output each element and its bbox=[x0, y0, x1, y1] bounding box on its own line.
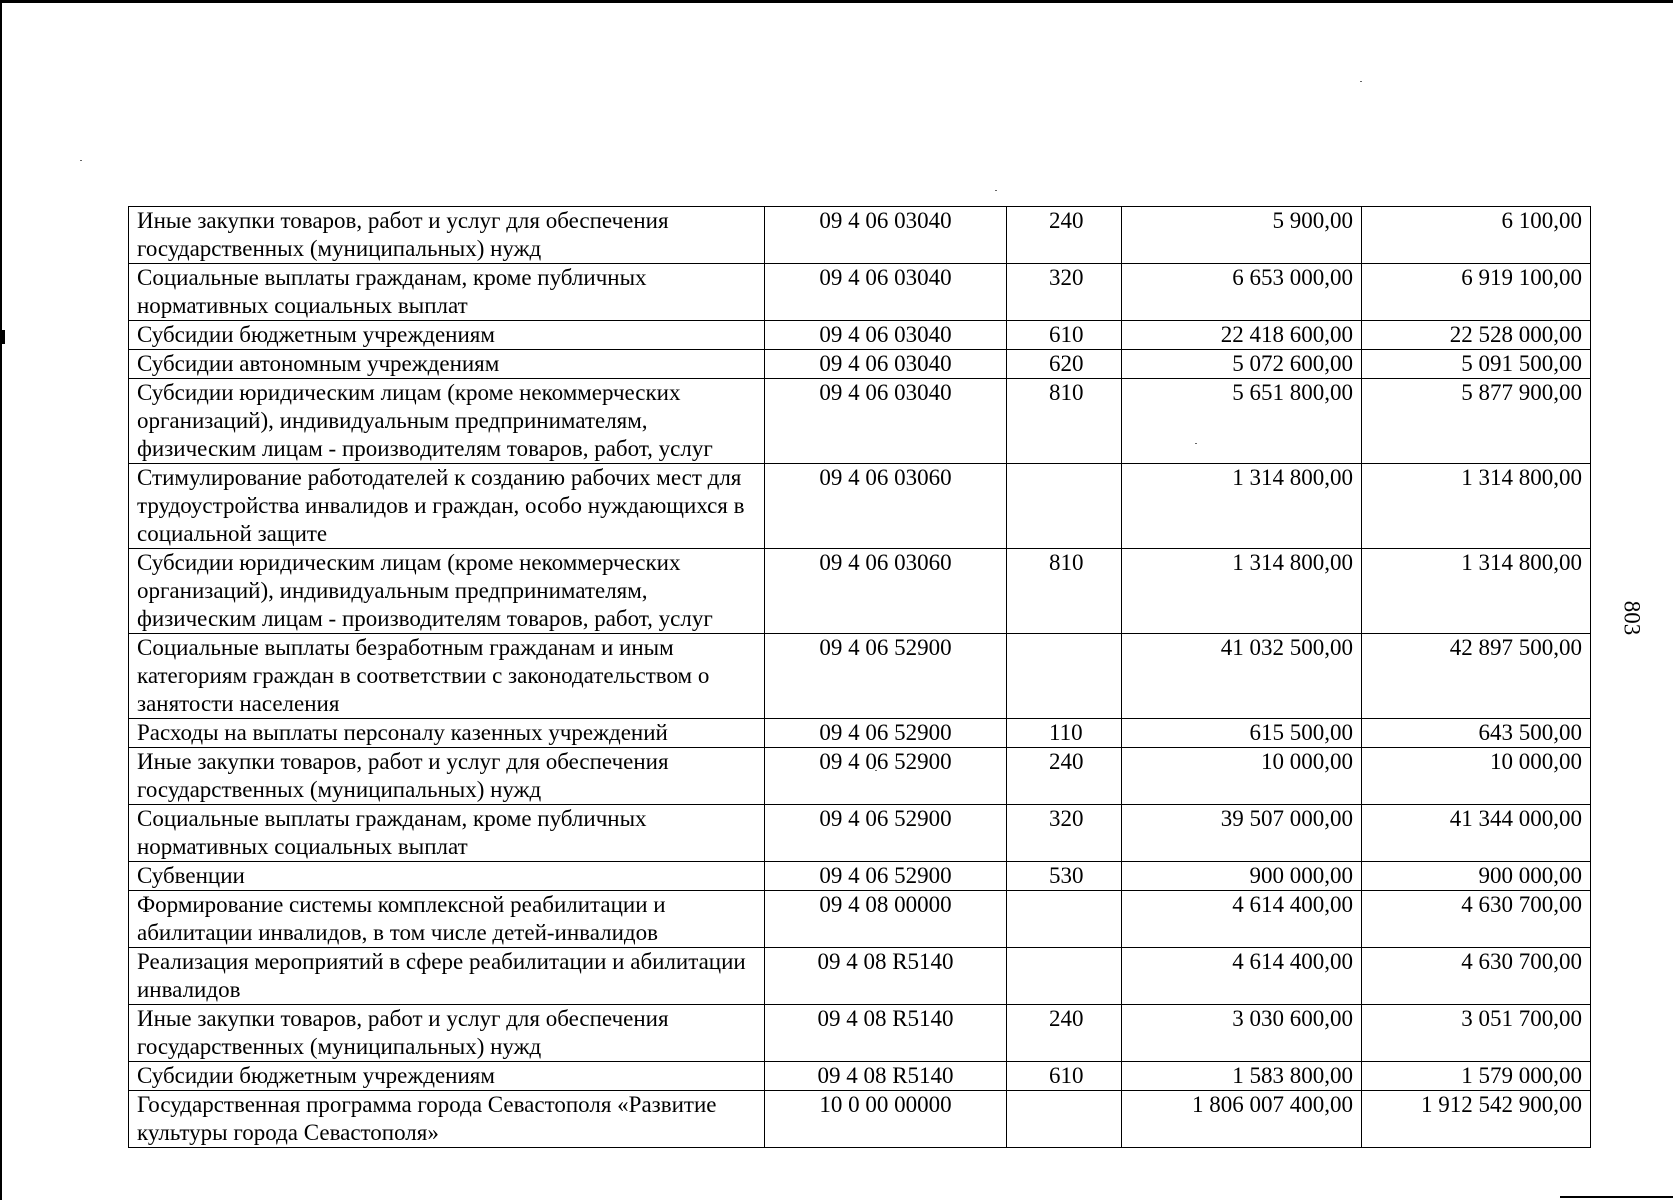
row-kvr-cell bbox=[1007, 1091, 1122, 1148]
table-row bbox=[129, 1005, 1591, 1062]
scan-speck bbox=[1360, 81, 1362, 82]
row-sum-2018-cell: 6 100,00 bbox=[1362, 207, 1591, 264]
row-name-cell: Иные закупки товаров, работ и услуг для обеспечения государственных (муниципальных) нужд bbox=[129, 748, 765, 805]
row-kvr-cell bbox=[1007, 891, 1122, 948]
row-kvr-cell: 610 bbox=[1007, 321, 1122, 350]
row-sum-2018-cell: 3 051 700,00 bbox=[1362, 1005, 1591, 1062]
table-row bbox=[129, 207, 1591, 264]
row-code-cell: 09 4 06 03060 bbox=[765, 549, 1007, 634]
row-name-cell: Субсидии юридическим лицам (кроме некоммерческих организаций), индивидуальным предпринимателям, физическим лицам - производителям товаров, работ, услуг bbox=[129, 379, 765, 464]
row-code-cell: 09 4 08 R5140 bbox=[765, 1005, 1007, 1062]
row-sum-2017-cell: 615 500,00 bbox=[1122, 719, 1362, 748]
row-sum-2017-cell: 41 032 500,00 bbox=[1122, 634, 1362, 719]
row-sum-2018-cell: 1 912 542 900,00 bbox=[1362, 1091, 1591, 1148]
row-code-cell: 10 0 00 00000 bbox=[765, 1091, 1007, 1148]
table-row bbox=[129, 350, 1591, 379]
table-row bbox=[129, 321, 1591, 350]
row-sum-2017-cell: 10 000,00 bbox=[1122, 748, 1362, 805]
row-sum-2018-cell: 10 000,00 bbox=[1362, 748, 1591, 805]
scan-speck bbox=[80, 160, 82, 161]
row-code-cell: 09 4 06 03040 bbox=[765, 207, 1007, 264]
row-sum-2018-cell: 1 579 000,00 bbox=[1362, 1062, 1591, 1091]
row-kvr-cell: 320 bbox=[1007, 264, 1122, 321]
table-row bbox=[129, 379, 1591, 464]
row-kvr-cell: 240 bbox=[1007, 207, 1122, 264]
scan-border-top bbox=[0, 0, 1673, 3]
table-row bbox=[129, 719, 1591, 748]
row-code-cell: 09 4 06 03040 bbox=[765, 379, 1007, 464]
table-row bbox=[129, 1091, 1591, 1148]
row-kvr-cell bbox=[1007, 464, 1122, 549]
row-code-cell: 09 4 06 03040 bbox=[765, 264, 1007, 321]
table-row bbox=[129, 948, 1591, 1005]
row-kvr-cell: 620 bbox=[1007, 350, 1122, 379]
page-number: 803 bbox=[1619, 600, 1645, 636]
budget-table bbox=[128, 206, 1591, 1148]
row-sum-2017-cell: 4 614 400,00 bbox=[1122, 948, 1362, 1005]
row-name-cell: Стимулирование работодателей к созданию рабочих мест для трудоустройства инвалидов и граждан, особо нуждающихся в социальной защите bbox=[129, 464, 765, 549]
table-row bbox=[129, 549, 1591, 634]
row-sum-2017-cell: 5 651 800,00 bbox=[1122, 379, 1362, 464]
table-row bbox=[129, 862, 1591, 891]
row-name-cell: Расходы на выплаты персоналу казенных учреждений bbox=[129, 719, 765, 748]
row-sum-2018-cell: 5 877 900,00 bbox=[1362, 379, 1591, 464]
row-sum-2018-cell: 41 344 000,00 bbox=[1362, 805, 1591, 862]
row-sum-2017-cell: 22 418 600,00 bbox=[1122, 321, 1362, 350]
row-code-cell: 09 4 06 52900 bbox=[765, 719, 1007, 748]
row-name-cell: Формирование системы комплексной реабилитации и абилитации инвалидов, в том числе детей-инвалидов bbox=[129, 891, 765, 948]
row-code-cell: 09 4 08 00000 bbox=[765, 891, 1007, 948]
scan-border-tick bbox=[0, 330, 5, 344]
table-row bbox=[129, 891, 1591, 948]
row-kvr-cell: 320 bbox=[1007, 805, 1122, 862]
table-row bbox=[129, 264, 1591, 321]
row-sum-2018-cell: 6 919 100,00 bbox=[1362, 264, 1591, 321]
row-code-cell: 09 4 06 52900 bbox=[765, 805, 1007, 862]
row-sum-2017-cell: 4 614 400,00 bbox=[1122, 891, 1362, 948]
row-name-cell: Государственная программа города Севастополя «Развитие культуры города Севастополя» bbox=[129, 1091, 765, 1148]
row-sum-2018-cell: 5 091 500,00 bbox=[1362, 350, 1591, 379]
table-row bbox=[129, 634, 1591, 719]
row-sum-2017-cell: 3 030 600,00 bbox=[1122, 1005, 1362, 1062]
row-kvr-cell: 110 bbox=[1007, 719, 1122, 748]
row-sum-2018-cell: 22 528 000,00 bbox=[1362, 321, 1591, 350]
row-sum-2018-cell: 4 630 700,00 bbox=[1362, 891, 1591, 948]
row-kvr-cell bbox=[1007, 948, 1122, 1005]
row-name-cell: Социальные выплаты безработным гражданам и иным категориям граждан в соответствии с законодательством о занятости населения bbox=[129, 634, 765, 719]
table-row bbox=[129, 464, 1591, 549]
row-sum-2018-cell: 1 314 800,00 bbox=[1362, 549, 1591, 634]
row-kvr-cell: 810 bbox=[1007, 549, 1122, 634]
row-sum-2018-cell: 42 897 500,00 bbox=[1362, 634, 1591, 719]
budget-table-body bbox=[129, 207, 1591, 1148]
table-row bbox=[129, 1062, 1591, 1091]
row-name-cell: Социальные выплаты гражданам, кроме публичных нормативных социальных выплат bbox=[129, 264, 765, 321]
row-sum-2017-cell: 5 900,00 bbox=[1122, 207, 1362, 264]
row-name-cell: Субсидии бюджетным учреждениям bbox=[129, 1062, 765, 1091]
row-sum-2017-cell: 6 653 000,00 bbox=[1122, 264, 1362, 321]
row-code-cell: 09 4 06 52900 bbox=[765, 748, 1007, 805]
row-kvr-cell bbox=[1007, 634, 1122, 719]
row-sum-2017-cell: 1 806 007 400,00 bbox=[1122, 1091, 1362, 1148]
row-sum-2017-cell: 5 072 600,00 bbox=[1122, 350, 1362, 379]
scan-speck bbox=[995, 190, 997, 191]
scan-border-bottom bbox=[1560, 1196, 1673, 1198]
row-code-cell: 09 4 06 03040 bbox=[765, 321, 1007, 350]
row-sum-2018-cell: 1 314 800,00 bbox=[1362, 464, 1591, 549]
row-code-cell: 09 4 08 R5140 bbox=[765, 948, 1007, 1005]
scan-border-left bbox=[0, 0, 2, 1200]
row-kvr-cell: 240 bbox=[1007, 1005, 1122, 1062]
row-sum-2018-cell: 643 500,00 bbox=[1362, 719, 1591, 748]
row-kvr-cell: 610 bbox=[1007, 1062, 1122, 1091]
row-kvr-cell: 240 bbox=[1007, 748, 1122, 805]
row-name-cell: Иные закупки товаров, работ и услуг для обеспечения государственных (муниципальных) нужд bbox=[129, 1005, 765, 1062]
row-code-cell: 09 4 06 03040 bbox=[765, 350, 1007, 379]
table-row bbox=[129, 748, 1591, 805]
row-sum-2017-cell: 900 000,00 bbox=[1122, 862, 1362, 891]
row-name-cell: Субсидии юридическим лицам (кроме некоммерческих организаций), индивидуальным предпринимателям, физическим лицам - производителям товаров, работ, услуг bbox=[129, 549, 765, 634]
row-name-cell: Иные закупки товаров, работ и услуг для обеспечения государственных (муниципальных) нужд bbox=[129, 207, 765, 264]
row-sum-2017-cell: 39 507 000,00 bbox=[1122, 805, 1362, 862]
row-code-cell: 09 4 06 03060 bbox=[765, 464, 1007, 549]
row-code-cell: 09 4 08 R5140 bbox=[765, 1062, 1007, 1091]
row-name-cell: Субвенции bbox=[129, 862, 765, 891]
row-sum-2017-cell: 1 314 800,00 bbox=[1122, 464, 1362, 549]
row-sum-2018-cell: 900 000,00 bbox=[1362, 862, 1591, 891]
row-kvr-cell: 530 bbox=[1007, 862, 1122, 891]
row-code-cell: 09 4 06 52900 bbox=[765, 634, 1007, 719]
row-sum-2017-cell: 1 583 800,00 bbox=[1122, 1062, 1362, 1091]
row-sum-2017-cell: 1 314 800,00 bbox=[1122, 549, 1362, 634]
row-code-cell: 09 4 06 52900 bbox=[765, 862, 1007, 891]
row-name-cell: Социальные выплаты гражданам, кроме публичных нормативных социальных выплат bbox=[129, 805, 765, 862]
table-row bbox=[129, 805, 1591, 862]
row-name-cell: Субсидии автономным учреждениям bbox=[129, 350, 765, 379]
row-kvr-cell: 810 bbox=[1007, 379, 1122, 464]
row-name-cell: Субсидии бюджетным учреждениям bbox=[129, 321, 765, 350]
row-sum-2018-cell: 4 630 700,00 bbox=[1362, 948, 1591, 1005]
row-name-cell: Реализация мероприятий в сфере реабилитации и абилитации инвалидов bbox=[129, 948, 765, 1005]
